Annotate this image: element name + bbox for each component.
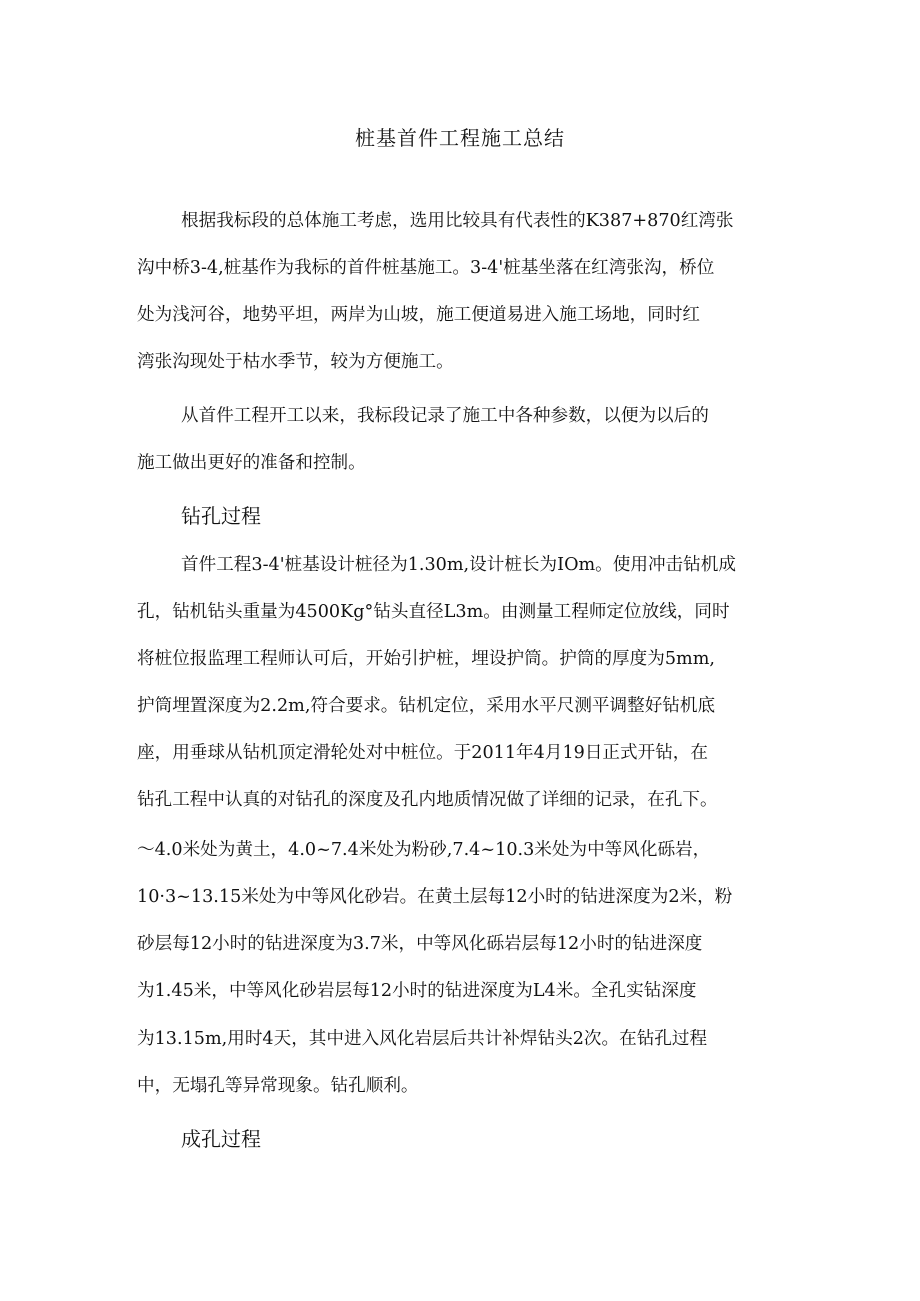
paragraph-line: ～4.0米处为黄土，4.0~7.4米处为粉砂,7.4~10.3米处为中等风化砾岩， [137, 840, 711, 860]
paragraph-line: 将桩位报监理工程师认可后，开始引护桩，埋设护筒。护筒的厚度为5mm, [137, 649, 715, 669]
paragraph-line: 施工做出更好的准备和控制。 [137, 453, 366, 473]
paragraph-line: 砂层每12小时的钻进深度为3.7米，中等风化砾岩层每12小时的钻进深度 [137, 934, 703, 954]
paragraph-line: 座，用垂球从钻机顶定滑轮处对中桩位。于2011年4月19日正式开钻，在 [137, 743, 708, 763]
paragraph-line: 从首件工程开工以来，我标段记录了施工中各种参数，以便为以后的 [181, 406, 709, 426]
paragraph-line: 10·3~13.15米处为中等风化砂岩。在黄土层每12小时的钻进深度为2米，粉 [137, 887, 733, 907]
paragraph-line: 首件工程3-4'桩基设计桩径为1.30m,设计桩长为IOm。使用冲击钻机成 [181, 555, 736, 575]
paragraph-line: 为13.15m,用时4天，其中进入风化岩层后共计补焊钻头2次。在钻孔过程 [137, 1029, 708, 1049]
paragraph-line: 根据我标段的总体施工考虑，选用比较具有代表性的K387+870红湾张 [181, 211, 734, 231]
paragraph-line: 钻孔工程中认真的对钻孔的深度及孔内地质情况做了详细的记录，在孔下。 [137, 790, 718, 810]
document-title: 桩基首件工程施工总结 [355, 126, 565, 150]
paragraph-line: 沟中桥3-4,桩基作为我标的首件桩基施工。3-4'桩基坐落在红湾张沟，桥位 [137, 258, 715, 278]
paragraph-line: 护筒埋置深度为2.2m,符合要求。钻机定位，采用水平尺测平调整好钻机底 [137, 696, 716, 716]
paragraph-line: 湾张沟现处于枯水季节，较为方便施工。 [137, 352, 454, 372]
paragraph-line: 为1.45米，中等风化砂岩层每12小时的钻进深度为L4米。全孔实钻深度 [137, 981, 697, 1001]
section-heading-drilling: 钻孔过程 [181, 504, 261, 528]
paragraph-line: 处为浅河谷，地势平坦，两岸为山坡，施工便道易进入施工场地，同时红 [137, 305, 701, 325]
section-heading-hole-forming: 成孔过程 [181, 1127, 261, 1151]
paragraph-line: 孔，钻机钻头重量为4500Kg°钻头直径L3m。由测量工程师定位放线，同时 [137, 602, 730, 622]
paragraph-line: 中，无塌孔等异常现象。钻孔顺利。 [137, 1076, 419, 1096]
